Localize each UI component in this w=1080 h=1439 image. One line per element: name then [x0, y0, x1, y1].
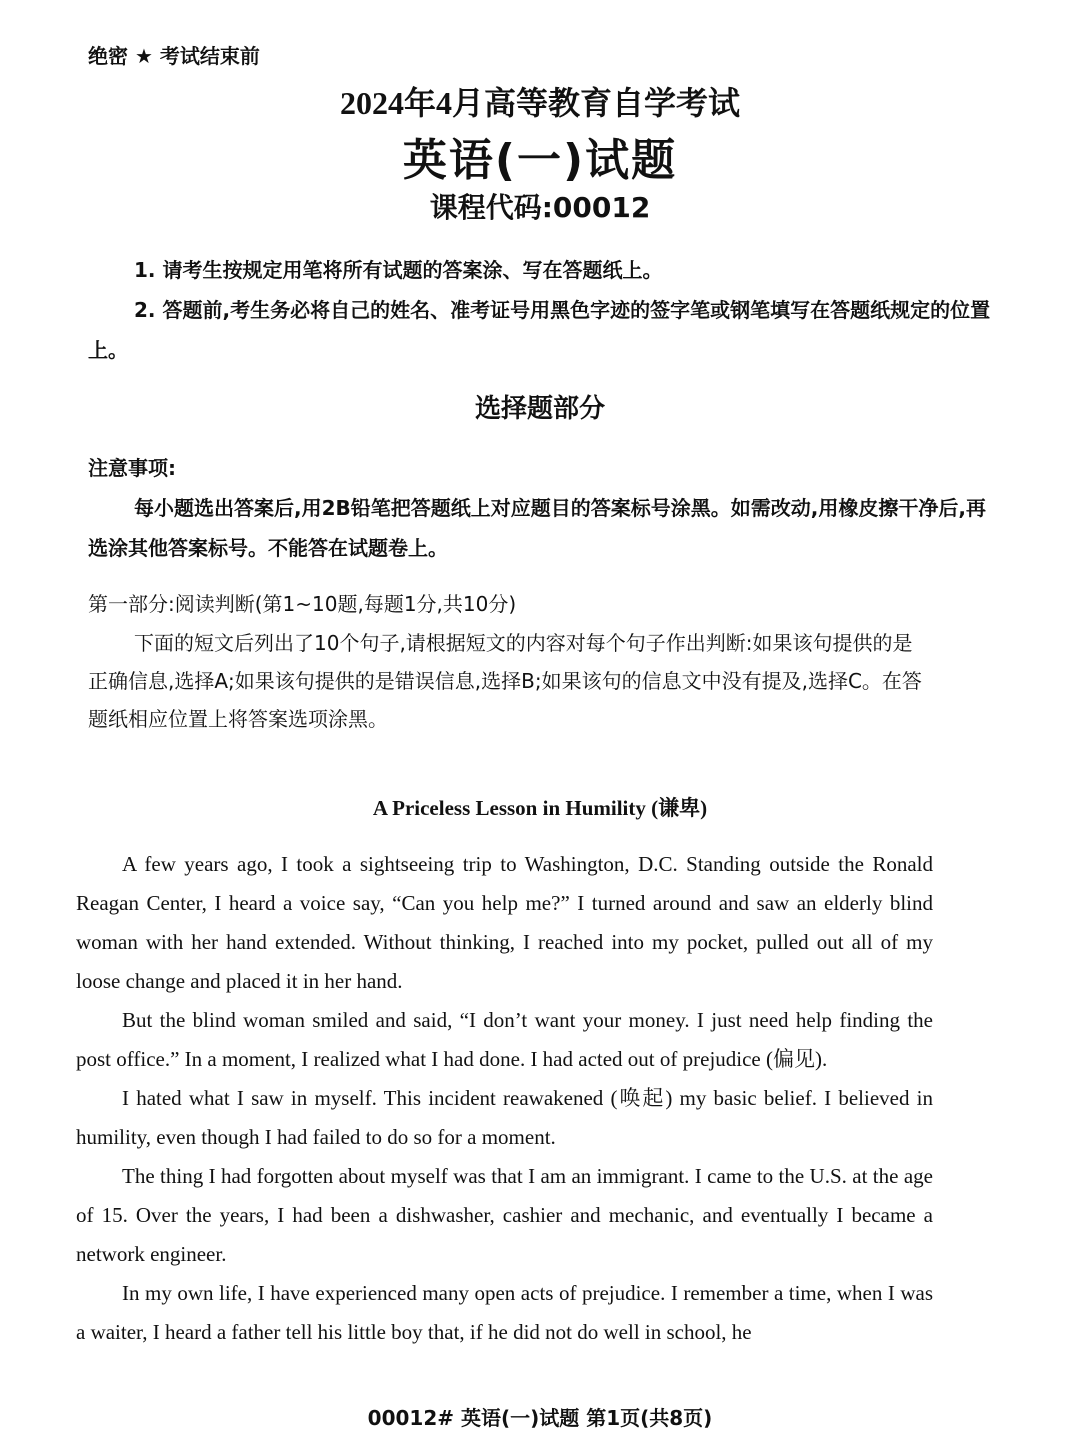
course-code: 课程代码:00012 [429, 191, 651, 224]
passage-paragraph: The thing I had forgotten about myself was that I am an immigrant. I came to the U.S. at the age of 15. Over the years, I had been a dishwasher, cashier and mechanic, and eventually I became a network engineer. [76, 1164, 933, 1266]
instruction-2: 2. 答题前,考生务必将自己的姓名、准考证号用黑色字迹的签字笔或钢笔填写在答题纸规定的位置上。 [88, 298, 991, 362]
part1-heading: 第一部分:阅读判断(第1~10题,每题1分,共10分) [88, 592, 517, 616]
part1-instructions: 下面的短文后列出了10个句子,请根据短文的内容对每个句子作出判断:如果该句提供的是正确信息,选择A;如果该句提供的是错误信息,选择B;如果该句的信息文中没有提及,选择C。在答题纸相应位置上将答案选项涂黑。 [88, 631, 922, 731]
page-footer: 00012# 英语(一)试题 第1页(共8页) [367, 1406, 713, 1430]
instruction-1: 1. 请考生按规定用笔将所有试题的答案涂、写在答题纸上。 [134, 258, 663, 282]
section-title: 选择题部分 [474, 394, 605, 424]
passage-paragraph: But the blind woman smiled and said, “I don’t want your money. I just need help finding the post office.” In a moment, I realized what I had done. I had acted out of prejudice (偏见). [76, 1008, 933, 1071]
passage-paragraph: I hated what I saw in myself. This incident reawakened (唤起) my basic belief. I believed in humility, even though I had failed to do so for a moment. [76, 1086, 933, 1149]
passage-paragraph: In my own life, I have experienced many open acts of prejudice. I remember a time, when I was a waiter, I heard a father tell his little boy that, if he did not do well in school, he [76, 1281, 933, 1344]
passage-paragraph: A few years ago, I took a sightseeing trip to Washington, D.C. Standing outside the Ronald Reagan Center, I heard a voice say, “Can you help me?” I turned around and saw an elderly blind woman with her hand extended. Without thinking, I reached into my pocket, pulled out all of my loose change and placed it in her hand. [76, 852, 933, 993]
exam-title: 2024年4月高等教育自学考试 [339, 85, 740, 121]
notes-body: 每小题选出答案后,用2B铅笔把答题纸上对应题目的答案标号涂黑。如需改动,用橡皮擦干净后,再选涂其他答案标号。不能答在试题卷上。 [88, 496, 986, 560]
passage-title: A Priceless Lesson in Humility (谦卑) [372, 796, 708, 820]
notes-heading: 注意事项: [88, 456, 176, 480]
subject-title: 英语(一)试题 [402, 135, 678, 186]
confidential-mark: 绝密 ★ 考试结束前 [88, 44, 260, 68]
